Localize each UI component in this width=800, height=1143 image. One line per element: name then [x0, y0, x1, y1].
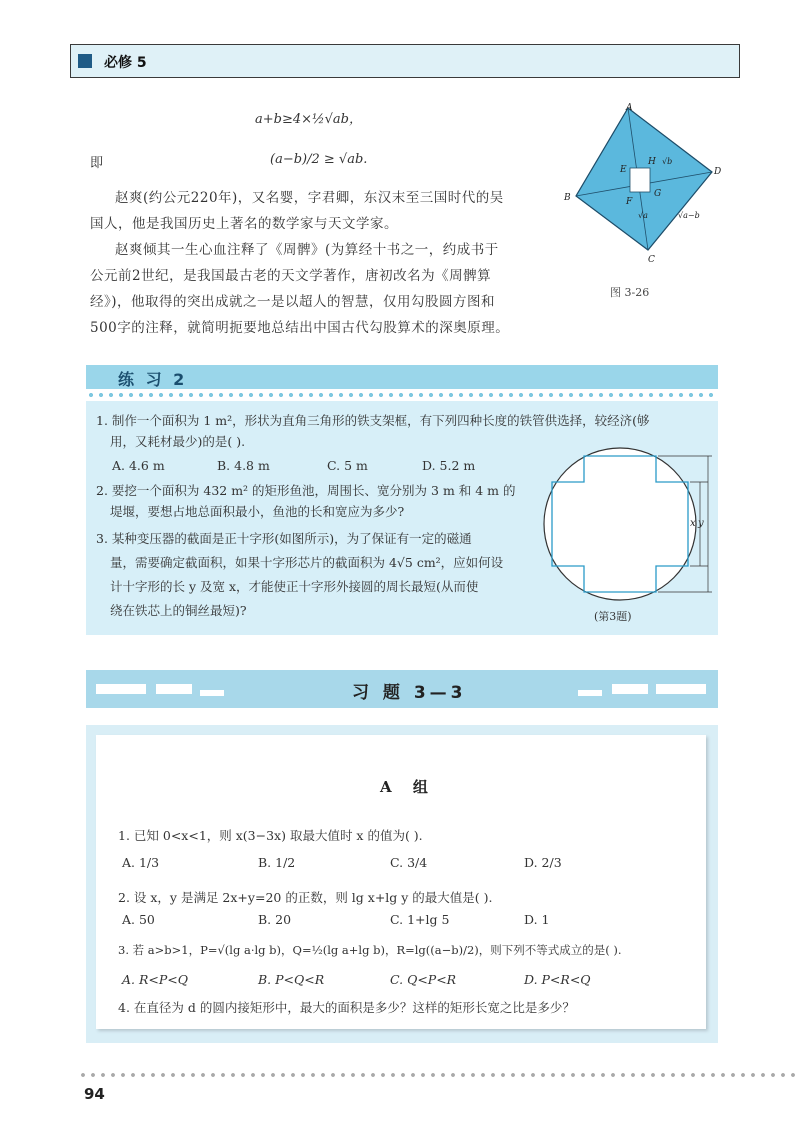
option: B. 4.8 m	[217, 458, 270, 473]
header-square-icon	[78, 54, 92, 68]
section-title: 习 题 3—3	[352, 683, 467, 703]
cross-circle-diagram	[540, 446, 715, 606]
paragraph-line: 经》)，他取得的突出成就之一是以超人的智慧，仅用勾股圆方图和	[90, 294, 496, 310]
option: D. P<R<Q	[524, 972, 591, 987]
exercise-question-line: 1. 制作一个面积为 1 m²，形状为直角三角形的铁支架框，有下列四种长度的铁管供选择，较经济(够	[96, 413, 650, 428]
option: C. 1+lg 5	[390, 912, 450, 927]
decor-bar	[96, 684, 146, 694]
exercise-question-line: 量，需要确定截面积，如果十字形芯片的截面积为 4√5 cm²，应如何设	[110, 555, 504, 570]
option: D. 2/3	[524, 855, 562, 870]
chapter-header-bar	[70, 44, 740, 78]
label-sqrt-b: √b	[662, 157, 673, 166]
paragraph-line: 500字的注释，就简明扼要地总结出中国古代勾股算术的深奥原理。	[90, 320, 510, 336]
exercise-title: 练 习 2	[118, 370, 188, 389]
label-b: B	[564, 193, 571, 203]
option: C. 3/4	[390, 855, 428, 870]
exercise-question-line: 堤堰，要想占地总面积最小，鱼池的长和宽应为多少?	[110, 504, 405, 519]
option: A. 4.6 m	[112, 458, 165, 473]
paragraph-line: 国人，他是我国历史上著名的数学家与天文学家。	[90, 216, 398, 232]
page-number: 94	[84, 1085, 105, 1103]
decor-bar	[656, 684, 706, 694]
group-a-title: A 组	[380, 778, 436, 796]
exercise-question-line: 绕在铁芯上的铜丝最短)?	[110, 603, 247, 618]
chapter-label: 必修 5	[104, 55, 147, 71]
dotted-divider	[86, 389, 718, 401]
figure-3-26-diagram	[560, 100, 730, 270]
label-h: H	[648, 157, 656, 167]
label-sqrt-a: √a	[638, 211, 648, 220]
figure-caption: 图 3-26	[610, 286, 650, 299]
exercise-question-line: 2. 要挖一个面积为 432 m² 的矩形鱼池，周围长、宽分别为 3 m 和 4 m 的	[96, 483, 516, 498]
option: A. 1/3	[122, 855, 160, 870]
option: B. 1/2	[258, 855, 296, 870]
exercise-question-line: 计十字形的长 y 及宽 x，才能使正十字形外接圆的周长最短(从而使	[110, 579, 479, 594]
option: A. 50	[122, 912, 155, 927]
formula-line-1: a+b≥4×½√ab，	[255, 112, 362, 127]
paragraph-line: 公元前2世纪，是我国最古老的天文学著作，唐初改名为《周髀算	[90, 268, 492, 284]
option: C. 5 m	[327, 458, 368, 473]
formula-line-2: (a−b)/2 ≥ √ab.	[270, 152, 368, 167]
decor-bar	[200, 690, 224, 696]
paragraph-line: 赵爽倾其一生心血注释了《周髀》(为算经十书之一，约成书于	[115, 242, 499, 258]
label-c: C	[648, 255, 655, 265]
decor-bar	[578, 690, 602, 696]
label-e: E	[620, 165, 627, 175]
decor-bar	[156, 684, 192, 694]
decor-bar	[612, 684, 648, 694]
option: B. 20	[258, 912, 292, 927]
option: C. Q<P<R	[390, 972, 457, 987]
label-g: G	[654, 189, 662, 199]
footer-dotted-line	[78, 1070, 798, 1080]
option: D. 5.2 m	[422, 458, 476, 473]
paragraph-line: 赵爽(约公元220年)，又名婴，字君卿，东汉末至三国时代的吴	[115, 190, 504, 206]
option: D. 1	[524, 912, 550, 927]
label-f: F	[626, 197, 633, 207]
figure-caption: (第3题)	[594, 610, 632, 623]
question: 3. 若 a>b>1，P=√(lg a·lg b)，Q=½(lg a+lg b)，R=lg((a−b)/2)，则下列不等式成立的是( ).	[118, 943, 622, 957]
label-d: D	[714, 167, 722, 177]
formula-prefix: 即	[90, 156, 104, 171]
label-x: x	[690, 518, 696, 529]
option: A. R<P<Q	[122, 972, 188, 987]
label-sqrt-a-minus-b: √a−b	[678, 211, 700, 220]
label-a: A	[626, 103, 633, 113]
question: 2. 设 x，y 是满足 2x+y=20 的正数，则 lg x+lg y 的最大值是( ).	[118, 890, 493, 905]
circumcircle	[544, 448, 696, 600]
question: 1. 已知 0<x<1，则 x(3−3x) 取最大值时 x 的值为( ).	[118, 828, 423, 843]
exercise-question-line: 3. 某种变压器的截面是正十字形(如图所示)，为了保证有一定的磁通	[96, 531, 472, 546]
label-y: y	[698, 518, 704, 529]
option: B. P<Q<R	[258, 972, 325, 987]
question: 4. 在直径为 d 的圆内接矩形中，最大的面积是多少？这样的矩形长宽之比是多少？	[118, 1000, 575, 1015]
exercise-question-line: 用，又耗材最少)的是( ).	[110, 434, 246, 449]
inner-square	[630, 168, 650, 192]
